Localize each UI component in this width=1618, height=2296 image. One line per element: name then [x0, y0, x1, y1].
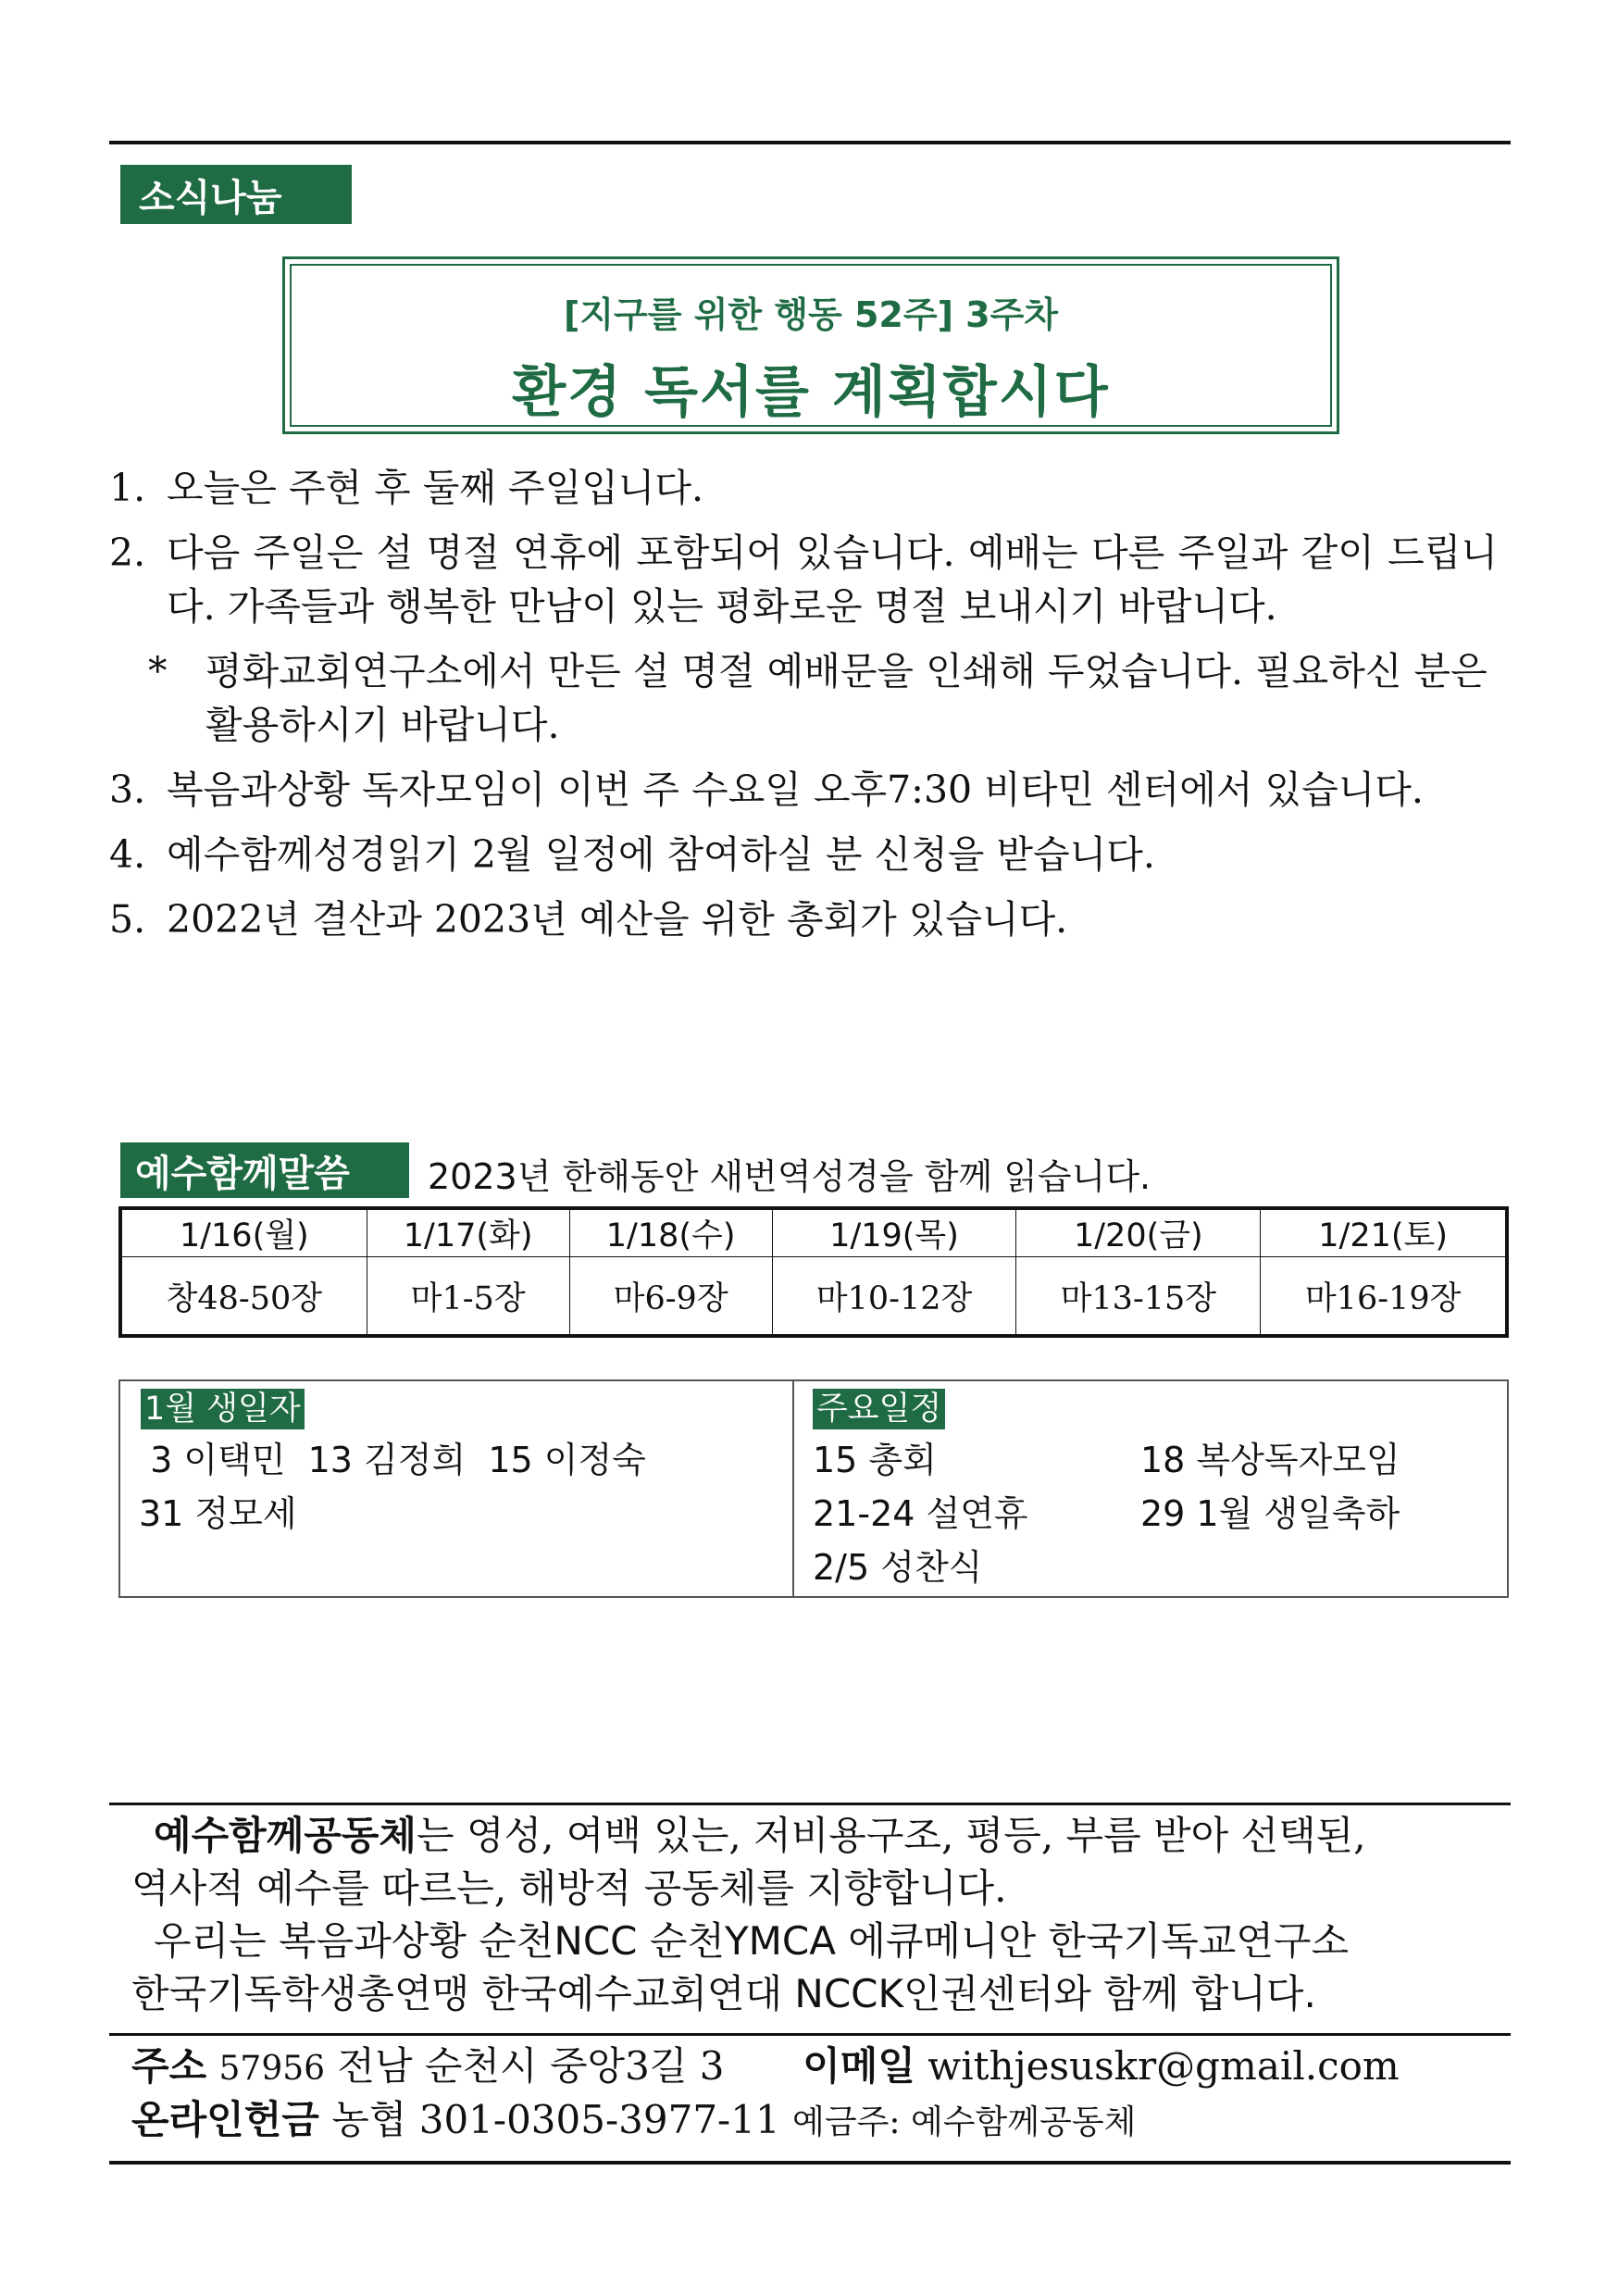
mission-line: 역사적 예수를 따르는, 해방적 공동체를 지향합니다. [131, 1866, 1007, 1911]
address-line [131, 2040, 1400, 2095]
reading-label-badge [120, 1142, 409, 1198]
address-label: 주소 [131, 2043, 207, 2089]
schedule-item: 2/5 성찬식 [813, 1547, 983, 1588]
schedule-item: 21-24 설연휴 [813, 1493, 1028, 1534]
table-cell-date: 1/17(화) [367, 1208, 569, 1257]
notice-item [109, 763, 1498, 817]
community-name: 예수함께공동체 [154, 1813, 417, 1858]
notice-number: 3. [109, 767, 146, 812]
reading-schedule-table [118, 1206, 1509, 1338]
notice-text: 예수함께성경읽기 2월 일정에 참여하실 분 신청을 받습니다. [167, 832, 1155, 877]
notice-text: 복음과상황 독자모임이 이번 주 수요일 오후7:30 비타민 센터에서 있습니다. [167, 767, 1424, 812]
table-cell-passage: 마10-12장 [772, 1257, 1016, 1337]
notice-text: 다음 주일은 설 명절 연휴에 포함되어 있습니다. 예배는 다른 주일과 같이 드립니다. 가족들과 행복한 만남이 있는 평화로운 명절 보내시기 바랍니다. [167, 530, 1498, 629]
top-rule [109, 141, 1511, 144]
table-cell-date: 1/18(수) [569, 1208, 772, 1257]
notice-number: 4. [109, 832, 146, 877]
email-address[interactable]: withjesuskr@gmail.com [927, 2043, 1400, 2089]
donation-label: 온라인헌금 [131, 2097, 319, 2142]
notice-number: 2. [109, 530, 146, 575]
note-asterisk: * [148, 649, 168, 693]
notice-item [109, 526, 1498, 633]
mission-line: 한국기독학생총연맹 한국예수교회연대 NCCK인권센터와 함께 합니다. [131, 1971, 1316, 2016]
schedule-panel [794, 1381, 1507, 1596]
info-box [118, 1379, 1509, 1598]
schedule-item: 15 총회 [813, 1440, 937, 1480]
birthday-line: 3 이택민 13 김정희 15 이정숙 [139, 1440, 646, 1480]
section-title-badge [120, 165, 352, 224]
notice-number: 1. [109, 466, 146, 510]
email-label: 이메일 [803, 2043, 915, 2089]
reading-intro: 2023년 한해동안 새번역성경을 함께 읽습니다. [428, 1156, 1151, 1197]
table-row-dates [120, 1208, 1507, 1257]
table-cell-passage: 마1-5장 [367, 1257, 569, 1337]
account-holder: 예금주: 예수함께공동체 [792, 2103, 1137, 2141]
headline-subtitle: [지구를 위한 행동 52주] 3주차 [563, 294, 1059, 335]
mission-line [131, 1809, 1501, 1862]
table-cell-date: 1/19(목) [772, 1208, 1016, 1257]
schedule-item: 29 1월 생일축하 [1140, 1493, 1400, 1534]
mission-line: 우리는 복음과상황 순천NCC 순천YMCA 에큐메니안 한국기독교연구소 [154, 1918, 1350, 1964]
postal-code: 57956 [218, 2050, 326, 2088]
notice-list [109, 461, 1498, 957]
table-cell-passage: 마13-15장 [1016, 1257, 1261, 1337]
notice-text: 오늘은 주현 후 둘째 주일입니다. [167, 466, 704, 510]
table-cell-date: 1/16(월) [120, 1208, 367, 1257]
table-cell-passage: 마6-9장 [569, 1257, 772, 1337]
notice-item [109, 828, 1498, 881]
notice-item-note [109, 644, 1498, 752]
notice-text: 2022년 결산과 2023년 예산을 위한 총회가 있습니다. [167, 897, 1068, 942]
birthday-panel [120, 1381, 794, 1596]
table-row-passages [120, 1257, 1507, 1337]
address-text: 전남 순천시 중앙3길 3 [337, 2043, 725, 2089]
bank-account: 농협 301-0305-3977-11 [331, 2097, 780, 2142]
table-cell-passage: 마16-19장 [1261, 1257, 1507, 1337]
headline-box [282, 256, 1339, 434]
schedule-label: 주요일정 [813, 1389, 945, 1429]
birthday-label: 1월 생일자 [141, 1389, 305, 1429]
reading-label: 예수함께말씀 [135, 1152, 350, 1195]
notice-text: 평화교회연구소에서 만든 설 명절 예배문을 인쇄해 두었습니다. 필요하신 분은 활용하시기 바랍니다. [205, 649, 1487, 747]
mission-statement [131, 1809, 1501, 2020]
headline-title: 환경 독서를 계획합시다 [512, 360, 1110, 425]
mission-top-rule [109, 1803, 1511, 1805]
contact-top-rule [109, 2033, 1511, 2036]
notice-item [109, 461, 1498, 515]
section-title: 소식나눔 [139, 176, 282, 219]
notice-item [109, 892, 1498, 946]
bottom-rule [109, 2161, 1511, 2165]
donation-line [131, 2094, 1136, 2149]
birthday-line: 31 정모세 [139, 1493, 297, 1534]
schedule-item: 18 복상독자모임 [1140, 1440, 1400, 1480]
notice-number: 5. [109, 897, 146, 942]
table-cell-passage: 창48-50장 [120, 1257, 367, 1337]
table-cell-date: 1/20(금) [1016, 1208, 1261, 1257]
mission-text: 는 영성, 여백 있는, 저비용구조, 평등, 부름 받아 선택된, [417, 1813, 1366, 1858]
headline-inner-frame [290, 264, 1332, 427]
table-cell-date: 1/21(토) [1261, 1208, 1507, 1257]
